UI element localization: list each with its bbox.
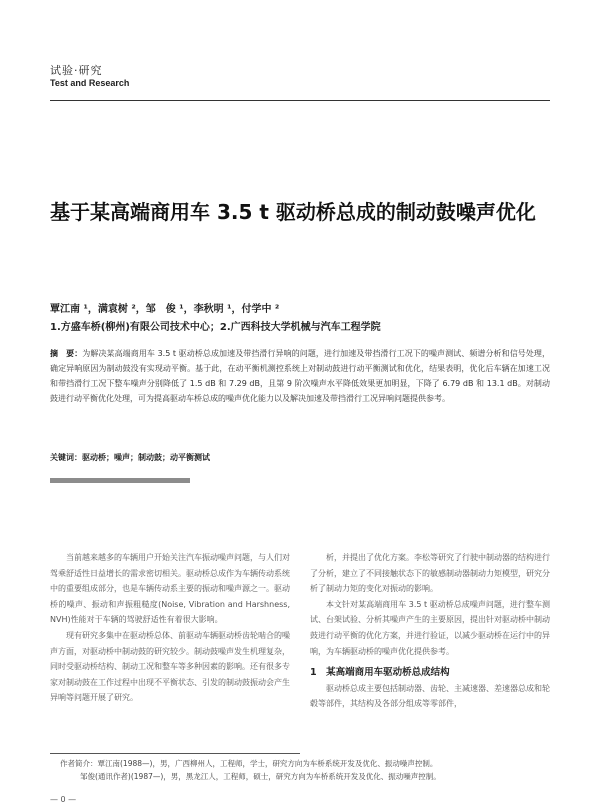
keywords-label: 关键词： bbox=[50, 453, 82, 462]
body-paragraph: 当前越来越多的车辆用户开始关注汽车振动噪声问题，与人们对驾乘舒适性日益增长的需求密切相关。驱动桥总成作为车辆传动系统中的重要组成部分，也是车辆传动系主要的振动和噪声源之一。驱动桥的噪声、振动和声振粗糙度(Noise, Vibration and Harshness, NVH)性能对于车辆的驾驶舒适性有着很大影响。 bbox=[50, 553, 290, 625]
body-paragraph: 本文针对某高端商用车 3.5 t 驱动桥总成噪声问题，进行整车测试、台架试验、分析其噪声产生的主要原因，提出针对驱动桥中制动鼓进行动平衡的优化方案，并进行验证，以减少驱动桥在运行中的异响，为车辆驱动桥的噪声优化提供参考。 bbox=[310, 599, 550, 656]
section-label-en: Test and Research bbox=[50, 78, 130, 88]
body-paragraph: 析，并提出了优化方案。李松等研究了行驶中制动器的结构进行了分析，建立了不同接触状态下的敏感制动器制动力矩模型，研究分析了制动力矩的变化对振动的影响。 bbox=[310, 553, 550, 594]
body-column-right bbox=[310, 550, 550, 712]
abstract bbox=[50, 346, 550, 406]
article-title: 基于某高端商用车 3.5 t 驱动桥总成的制动鼓噪声优化 bbox=[50, 200, 536, 224]
affiliation: 1.方盛车桥(柳州)有限公司技术中心；2.广西科技大学机械与汽车工程学院 bbox=[50, 322, 381, 333]
keywords-text: 驱动桥；噪声；制动鼓；动平衡测试 bbox=[82, 453, 210, 462]
body-paragraph: 现有研究多集中在驱动桥总体、前驱动车辆驱动桥齿轮啮合的噪声方面，对驱动桥中制动鼓的研究较少。制动鼓噪声发生机理复杂，同时受驱动桥结构、制动工况和整车等多种因素的影响。还有很多专家对制动鼓在工作过程中出现不平衡状态、引发的制动鼓振动会产生异响等问题开展了研究。 bbox=[50, 630, 290, 703]
section-heading: 1 某高端商用车驱动桥总成结构 bbox=[310, 667, 450, 679]
footnote-author: 作者简介：覃江南(1988—)，男，广西柳州人，工程师，学士，研究方向为车桥系统开发及优化、振动噪声控制。 bbox=[60, 759, 438, 768]
body-column-left bbox=[50, 550, 290, 706]
author-list: 覃江南 ¹，满袁树 ²，邹 俊 ¹，李秋明 ¹，付学中 ² bbox=[50, 304, 280, 315]
keywords bbox=[50, 452, 550, 463]
footnote-divider bbox=[50, 753, 300, 754]
abstract-label: 摘 要： bbox=[50, 349, 83, 358]
header-divider bbox=[50, 100, 550, 101]
section-label-cn: 试验·研究 bbox=[50, 64, 103, 77]
page-number: — 0 — bbox=[50, 795, 77, 804]
footnote-corresponding: 邹俊(通讯作者)(1987—)，男，黑龙江人，工程师，硕士，研究方向为车桥系统开发及优化、振动噪声控制。 bbox=[80, 772, 441, 781]
body-paragraph: 驱动桥总成主要包括制动器、齿轮、主减速器、差速器总成和轮毂等部件，其结构及各部分组成等零部件， bbox=[310, 683, 550, 709]
decorative-bar bbox=[50, 478, 190, 483]
abstract-text: 为解决某高端商用车 3.5 t 驱动桥总成加速及带挡滑行异响的问题，进行加速及带挡滑行工况下的噪声测试、频谱分析和信号处理，确定异响原因为制动鼓没有实现动平衡。基于此，在动平衡机测控系统上对制动鼓进行动平衡测试和优化，结果表明，优化后车辆在加速工况和带挡滑行工况下整车噪声分别降低了 1.5 dB 和 7.29 dB，且第 9 阶次噪声水平降低效果更加明显，下降了 6.79 dB 和 13.1 dB。对制动鼓进行动平衡优化处理，可为提高驱动车桥总成的噪声优化能力以及解决加速及带挡滑行工况异响问题提供参考。 bbox=[50, 349, 550, 403]
